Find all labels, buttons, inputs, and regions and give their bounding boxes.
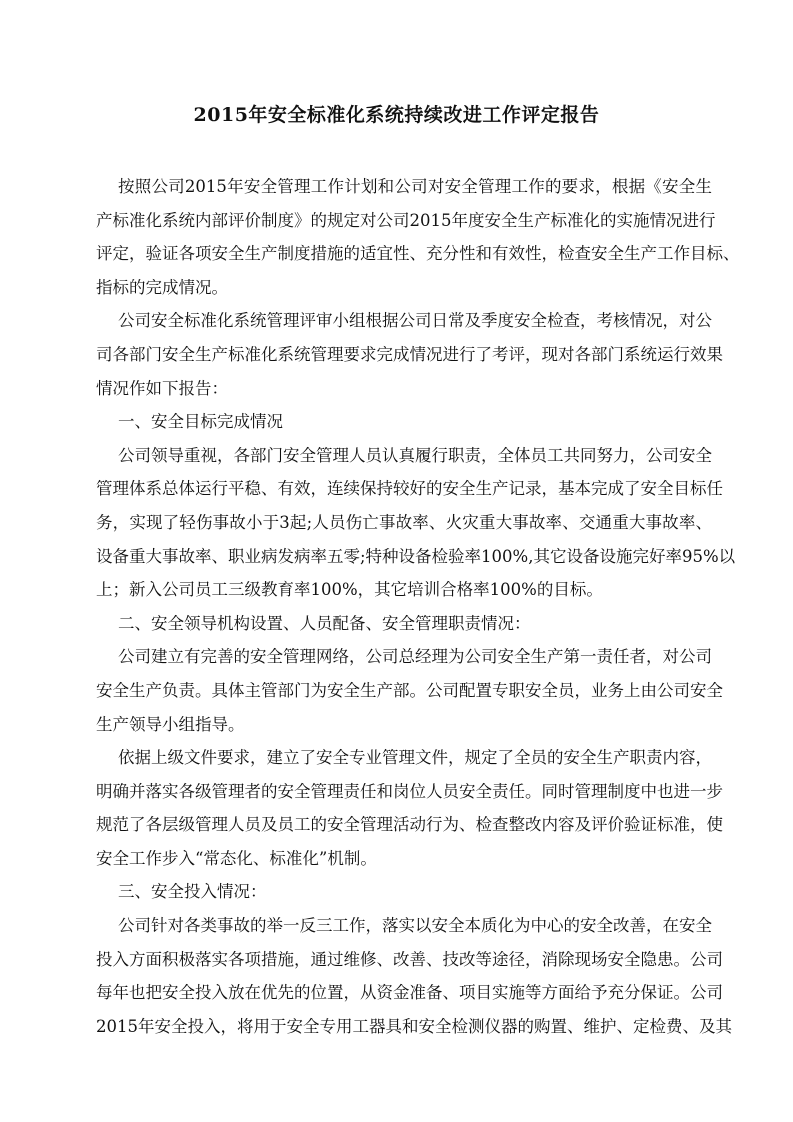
- section-heading: [96, 405, 712, 439]
- text-line: 二、安全领导机构设置、人员配备、安全管理职责情况：: [118, 613, 531, 633]
- text-line: 依据上级文件要求，建立了安全专业管理文件，规定了全员的安全生产职责内容，: [118, 748, 712, 768]
- section-heading: [96, 607, 712, 641]
- text-line: 安全工作步入“常态化、标准化”机制。: [96, 848, 377, 868]
- text-line: 明确并落实各级管理者的安全管理责任和岗位人员安全责任。同时管理制度中也进一步: [96, 781, 723, 801]
- text-line: 评定，验证各项安全生产制度措施的适宜性、充分性和有效性，检查安全生产工作目标、: [96, 244, 740, 264]
- text-line: 设备重大事故率、职业病发病率五零;特种设备检验率100%,其它设备设施完好率95%以: [96, 546, 736, 566]
- text-line: 一、安全目标完成情况: [118, 412, 283, 432]
- text-line: 公司安全标准化系统管理评审小组根据公司日常及季度安全检查，考核情况，对公: [118, 311, 712, 331]
- paragraph: [96, 741, 723, 875]
- text-line: 按照公司2015年安全管理工作计划和公司对安全管理工作的要求，根据《安全生: [118, 177, 712, 196]
- text-line: 指标的完成情况。: [96, 277, 228, 297]
- text-line: 公司领导重视，各部门安全管理人员认真履行职责，全体员工共同努力，公司安全: [118, 445, 712, 465]
- paragraph: [96, 170, 740, 304]
- text-line: 公司针对各类事故的举一反三工作，落实以安全本质化为中心的安全改善，在安全: [118, 916, 712, 936]
- text-line: 情况作如下报告：: [96, 378, 228, 398]
- section-heading: [96, 875, 712, 909]
- text-line: 2015年安全投入，将用于安全专用工器具和安全检测仪器的购置、维护、定检费、及其: [96, 1016, 732, 1036]
- paragraph: [96, 909, 732, 1043]
- text-line: 每年也把安全投入放在优先的位置，从资金准备、项目实施等方面给予充分保证。公司: [96, 983, 723, 1003]
- text-line: 规范了各层级管理人员及员工的安全管理活动行为、检查整改内容及评价验证标准，使: [96, 815, 723, 835]
- text-line: 务，实现了轻伤事故小于3起;人员伤亡事故率、火灾重大事故率、交通重大事故率、: [96, 512, 712, 532]
- text-line: 公司建立有完善的安全管理网络，公司总经理为公司安全生产第一责任者，对公司: [118, 647, 712, 667]
- text-line: 三、安全投入情况：: [118, 882, 267, 902]
- text-line: 司各部门安全生产标准化系统管理要求完成情况进行了考评，现对各部门系统运行效果: [96, 344, 723, 364]
- text-line: 管理体系总体运行平稳、有效，连续保持较好的安全生产记录，基本完成了安全目标任: [96, 479, 723, 499]
- text-line: 安全生产负责。具体主管部门为安全生产部。公司配置专职安全员，业务上由公司安全: [96, 680, 723, 700]
- paragraph: [96, 640, 723, 741]
- paragraph: [96, 439, 736, 607]
- document-title: 2015年安全标准化系统持续改进工作评定报告: [193, 104, 600, 126]
- text-line: 上；新入公司员工三级教育率100%，其它培训合格率100%的目标。: [96, 580, 603, 600]
- document-body: [96, 170, 740, 1043]
- paragraph: [96, 304, 723, 405]
- text-line: 投入方面积极落实各项措施，通过维修、改善、技改等途径，消除现场安全隐患。公司: [96, 949, 723, 969]
- text-line: 产标准化系统内部评价制度》的规定对公司2015年度安全生产标准化的实施情况进行: [96, 210, 716, 230]
- text-line: 生产领导小组指导。: [96, 714, 245, 734]
